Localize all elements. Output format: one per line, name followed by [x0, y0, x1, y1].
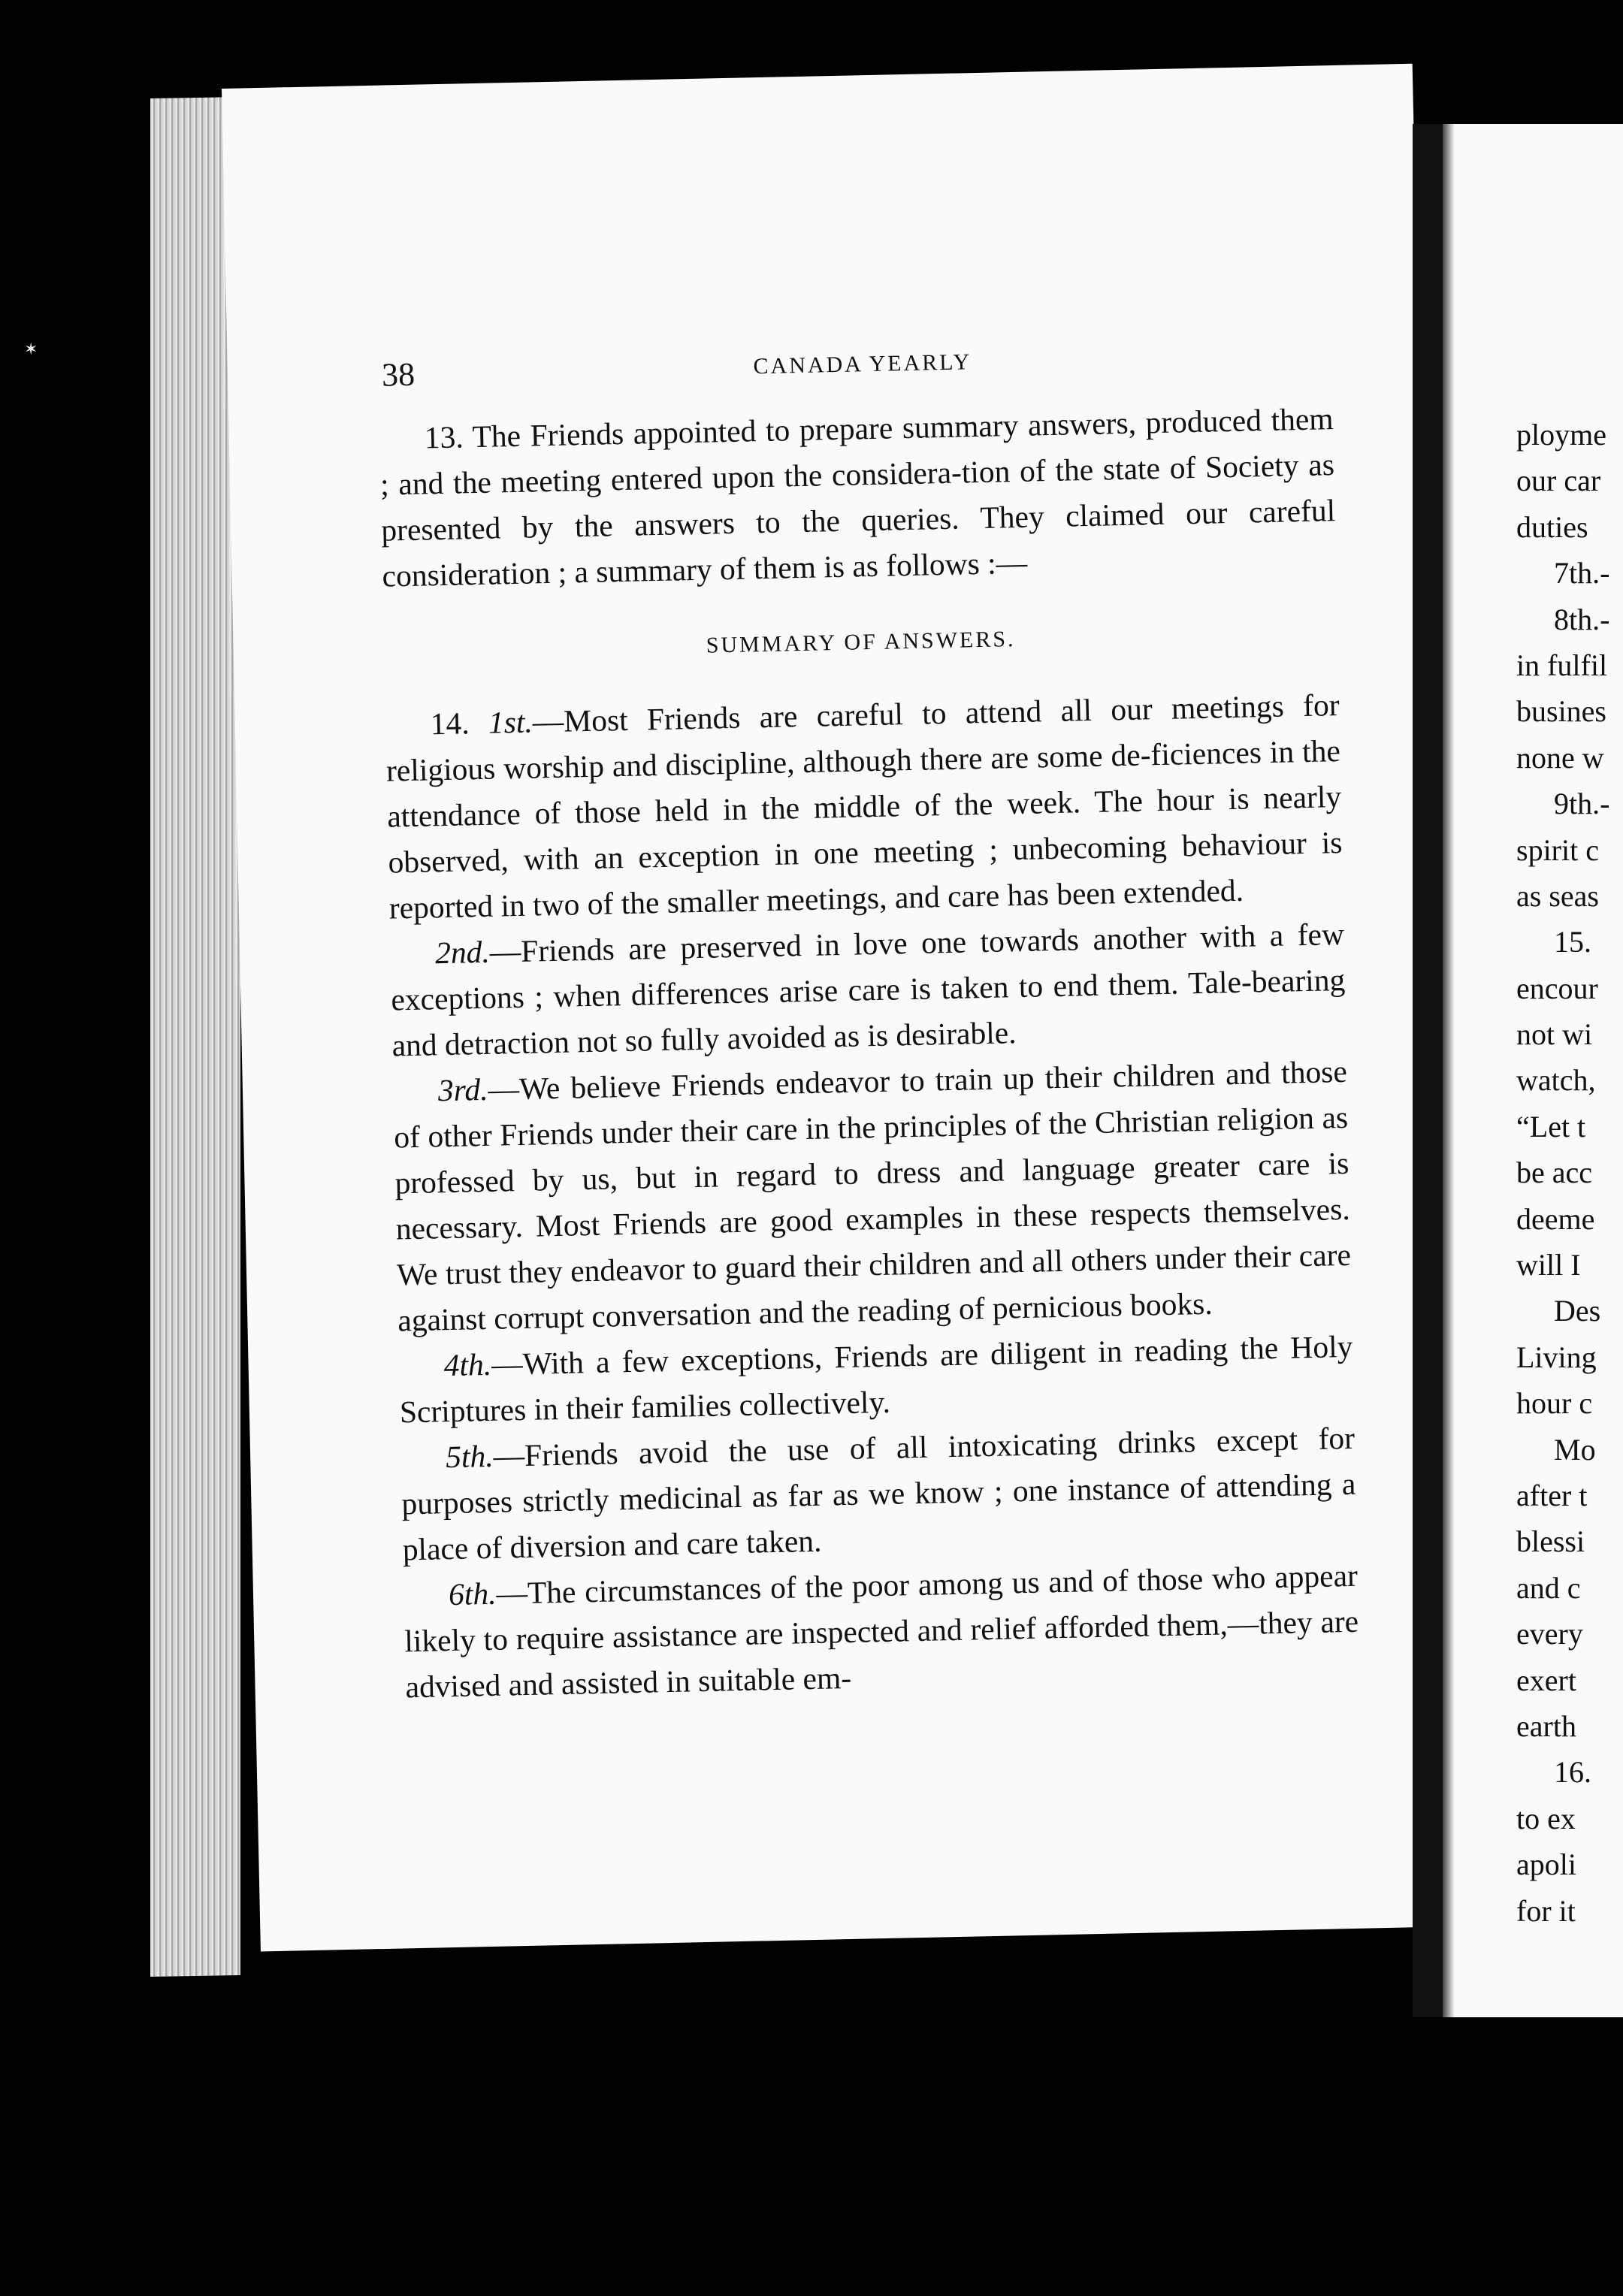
item-label: 6th.	[448, 1575, 497, 1612]
right-page-line: 15.	[1554, 925, 1591, 959]
item-2nd	[390, 911, 1347, 1069]
item-label: 3rd.	[437, 1071, 488, 1108]
paragraph-13: 13. The Friends appointed to prepare summary answers, produced them ; and the meeting entered upon the considera-tion of the state of Society as presented by the answers to the queries. They claimed our careful consideration ; a summary of them is as follows :—	[379, 401, 1336, 594]
right-page-line: spirit c	[1516, 832, 1599, 867]
book-page-edges	[150, 97, 240, 1977]
item-label: 1st.	[488, 704, 533, 740]
right-page-line: for it	[1516, 1893, 1576, 1928]
item-text: —Most Friends are careful to attend all our meetings for religious worship and discipline, although there are some de-ficiences in the attendance of those held in the middle of the week. The hour is nearly observed, with an exception in one meeting ; unbecoming behaviour is reported in two of the smaller meetings, and care has been extended.	[385, 687, 1343, 926]
book-gutter	[1413, 124, 1443, 2017]
item-text: —We believe Friends endeavor to train up their children and those of other Friends under their care in the principles of the Christian religion as professed by us, but in regard to dress and language greater care is necessary. Most Friends are good examples in these respects themselves. We trust they endeavor to guard their children and all others under their care against corrupt conversation and the reading of pernicious books.	[393, 1053, 1352, 1338]
item-6th	[403, 1553, 1360, 1711]
right-page-line: exert	[1516, 1663, 1576, 1697]
right-page-line: and c	[1516, 1570, 1581, 1605]
right-page-line: 7th.-	[1554, 556, 1610, 591]
right-page-line: in fulfil	[1516, 648, 1608, 682]
right-page-line: encour	[1516, 971, 1598, 1005]
paragraph-14-item-1st	[385, 682, 1343, 932]
item-label: 4th.	[443, 1346, 492, 1383]
right-page-line: ployme	[1516, 418, 1606, 452]
running-title: CANADA YEARLY	[753, 349, 972, 379]
right-page-line: 8th.-	[1554, 602, 1610, 636]
right-page-line: after t	[1516, 1478, 1588, 1512]
item-label: 2nd.	[434, 934, 491, 971]
gutter-shadow	[1443, 124, 1455, 2017]
item-text: —Friends avoid the use of all intoxicating drinks except for purposes strictly medicinal as far as we know ; one instance of attending a place of diversion and care taken.	[401, 1420, 1356, 1567]
right-page-line: “Let t	[1516, 1109, 1586, 1143]
page-header	[381, 336, 1343, 401]
left-page	[222, 64, 1452, 1952]
right-page-line: not wi	[1516, 1017, 1593, 1052]
right-page-line: Living	[1516, 1340, 1597, 1374]
item-5th	[400, 1415, 1358, 1573]
right-page-line: blessi	[1516, 1524, 1585, 1559]
right-page-line: deeme	[1516, 1201, 1595, 1236]
scan-artifact: ✶	[24, 340, 38, 358]
right-page-line: 16.	[1554, 1755, 1591, 1790]
right-page-line: as seas	[1516, 878, 1599, 913]
item-text: —Friends are preserved in love one towards another with a few exceptions ; when differences arise care is taken to end them. Tale-bearing and detraction not so fully avoided as is desirable.	[390, 916, 1346, 1063]
right-page-line: watch,	[1516, 1063, 1596, 1098]
paragraph-number: 14.	[430, 705, 470, 742]
right-page-line: our car	[1516, 464, 1601, 498]
item-label: 5th.	[445, 1438, 494, 1475]
right-page-line: Mo	[1554, 1432, 1596, 1467]
right-page-line: every	[1516, 1617, 1583, 1651]
right-page-text	[1516, 412, 1623, 1934]
body-text	[379, 396, 1360, 1710]
right-page-line: hour c	[1516, 1386, 1593, 1421]
right-page-line: Des	[1554, 1294, 1601, 1328]
item-text: —With a few exceptions, Friends are diligent in reading the Holy Scriptures in their families collectively.	[399, 1328, 1353, 1430]
right-page-line: duties	[1516, 509, 1588, 544]
page-number: 38	[381, 355, 416, 394]
right-page-line: busines	[1516, 694, 1606, 729]
right-page-line: be acc	[1516, 1156, 1593, 1190]
item-text: —The circumstances of the poor among us and of those who appear likely to require assistance are inspected and relief afforded them,—they are advised and assisted in suitable em-	[403, 1557, 1359, 1705]
right-page-line: earth	[1516, 1708, 1576, 1743]
item-3rd	[392, 1049, 1352, 1344]
right-page-line: to ex	[1516, 1801, 1576, 1835]
right-page-line: will I	[1516, 1248, 1581, 1282]
right-page-line: none w	[1516, 740, 1604, 775]
section-title: SUMMARY OF ANSWERS.	[706, 627, 1016, 658]
right-page-line: apoli	[1516, 1847, 1576, 1882]
right-page-line: 9th.-	[1554, 787, 1610, 821]
